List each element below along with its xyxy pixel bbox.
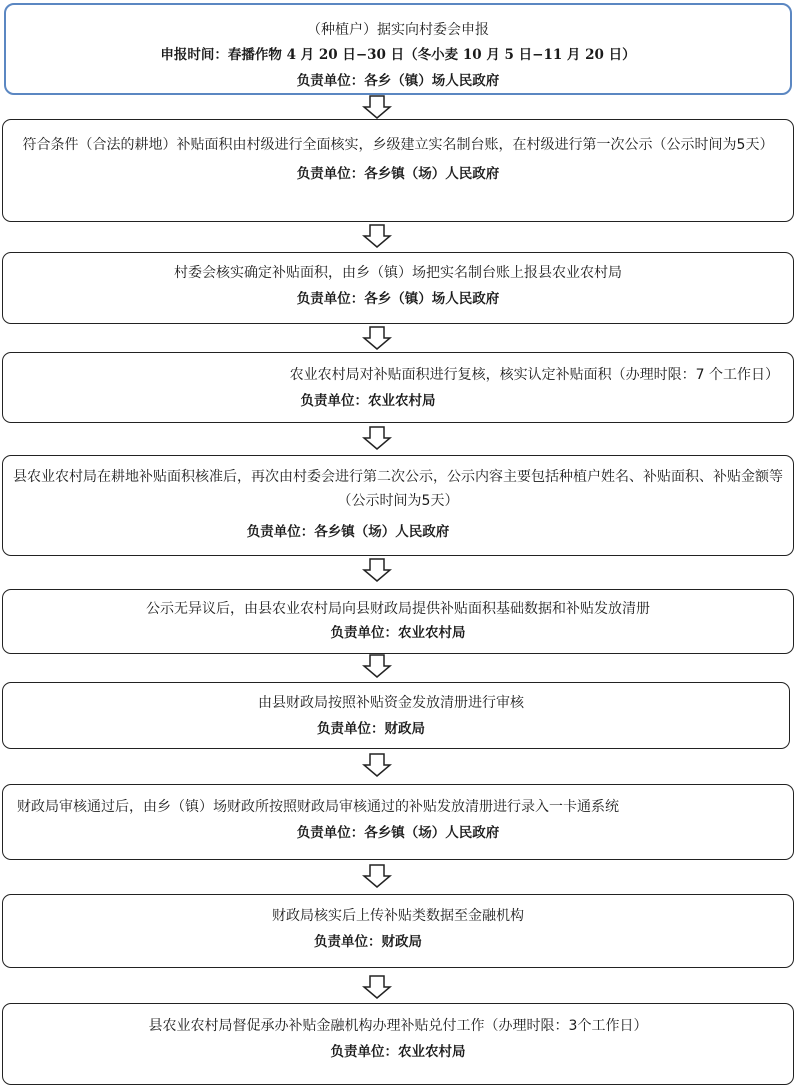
down-arrow-icon: [362, 654, 392, 678]
step-1-dates: 申报时间：春播作物 4 月 20 日−30 日（冬小麦 10 月 5 日−11 月 20 日）: [160, 47, 636, 63]
step-box-2: [2, 119, 794, 222]
step-box-3: [2, 252, 794, 324]
step-box-6: [2, 589, 794, 654]
down-arrow-icon: [362, 224, 392, 248]
step-2-responsible: 负责单位：各乡镇（场）人民政府: [296, 166, 500, 182]
step-3-text: 村委会核实确定补贴面积，由乡（镇）场把实名制台账上报县农业农村局: [174, 265, 622, 281]
step-4-text: 农业农村局对补贴面积进行复核，核实认定补贴面积（办理时限：7 个工作日）: [289, 367, 779, 383]
step-3-responsible: 负责单位：各乡（镇）场人民政府: [296, 291, 500, 307]
step-box-4: [2, 352, 794, 423]
down-arrow-icon: [362, 326, 392, 350]
down-arrow-icon: [362, 426, 392, 450]
step-7-responsible: 负责单位：财政局: [317, 721, 425, 737]
step-8-text: 财政局审核通过后，由乡（镇）场财政所按照财政局审核通过的补贴发放清册进行录入一卡通系统: [17, 799, 619, 815]
down-arrow-icon: [362, 95, 392, 119]
step-box-8: [2, 784, 794, 860]
down-arrow-icon: [362, 753, 392, 777]
step-box-1: [4, 3, 792, 95]
step-5-text: 县农业农村局在耕地补贴面积核准后，再次由村委会进行第二次公示，公示内容主要包括种植户姓名、补贴面积、补贴金额等（公示时间为5天）: [13, 469, 783, 509]
step-1-text: （种植户）据实向村委会申报: [307, 22, 489, 38]
step-box-10: [2, 1003, 794, 1085]
step-7-text: 由县财政局按照补贴资金发放清册进行审核: [258, 695, 524, 711]
step-box-5: [2, 455, 794, 556]
step-8-responsible: 负责单位：各乡镇（场）人民政府: [296, 825, 500, 841]
step-2-text: 符合条件（合法的耕地）补贴面积由村级进行全面核实，乡级建立实名制台账，在村级进行第一次公示（公示时间为5天）: [22, 137, 774, 153]
step-10-responsible: 负责单位：农业农村局: [330, 1044, 466, 1060]
step-9-responsible: 负责单位：财政局: [314, 934, 422, 950]
step-box-7: [2, 682, 790, 749]
down-arrow-icon: [362, 864, 392, 888]
step-5-responsible: 负责单位：各乡镇（场）人民政府: [246, 524, 450, 540]
step-10-text: 县农业农村局督促承办补贴金融机构办理补贴兑付工作（办理时限：3个工作日）: [148, 1018, 648, 1034]
step-4-responsible: 负责单位：农业农村局: [300, 393, 436, 409]
down-arrow-icon: [362, 558, 392, 582]
step-6-responsible: 负责单位：农业农村局: [330, 625, 466, 641]
step-box-9: [2, 894, 794, 968]
step-6-text: 公示无异议后，由县农业农村局向县财政局提供补贴面积基础数据和补贴发放清册: [146, 601, 650, 617]
down-arrow-icon: [362, 975, 392, 999]
step-9-text: 财政局核实后上传补贴类数据至金融机构: [272, 908, 524, 924]
step-1-responsible: 负责单位：各乡（镇）场人民政府: [296, 73, 500, 89]
